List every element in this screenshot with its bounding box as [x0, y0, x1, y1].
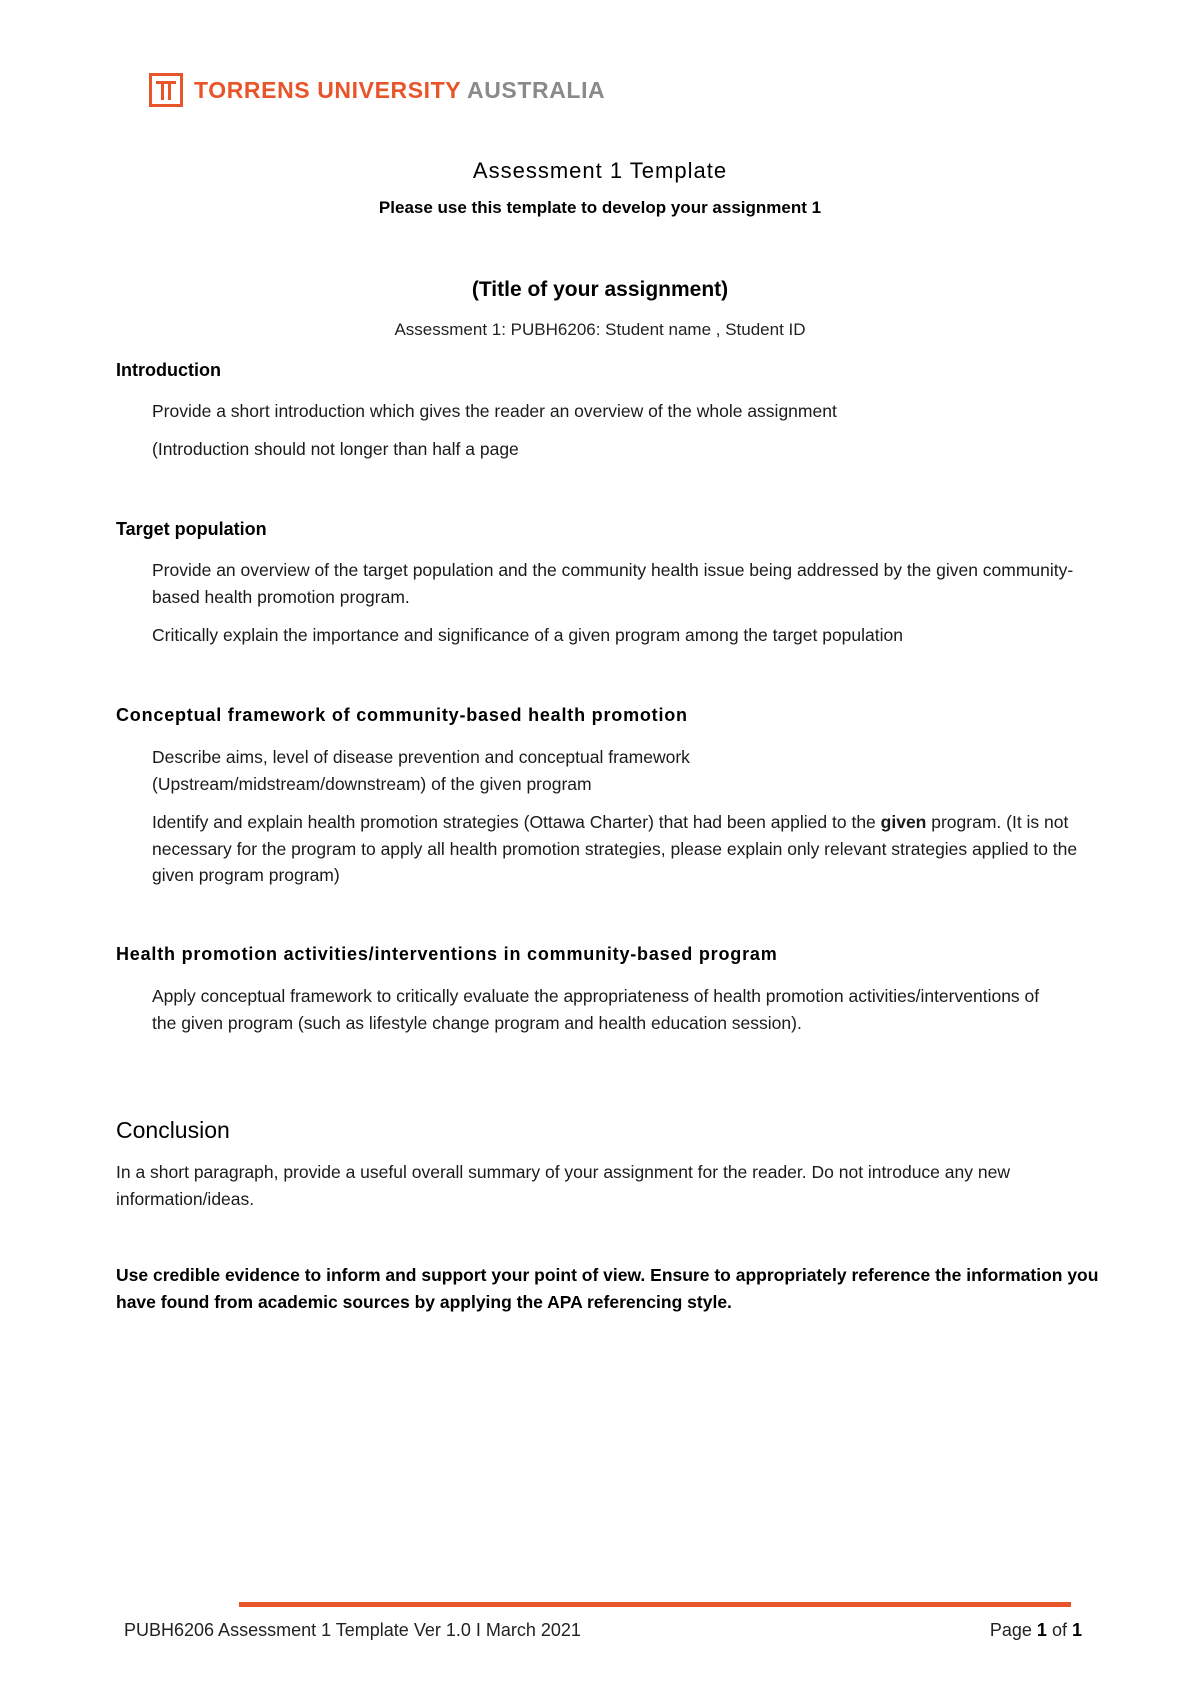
- footer-page-number: [990, 1620, 1082, 1641]
- framework-p2-bold-word: given: [880, 812, 927, 832]
- document-title: Assessment 1 Template: [472, 158, 728, 183]
- footer-page-label: Page: [989, 1620, 1032, 1640]
- introduction-paragraph-1: Provide a short introduction which gives the reader an overview of the whole assignment: [152, 401, 837, 421]
- torrens-t-logo-icon: [149, 73, 183, 107]
- footer-rule: [239, 1602, 1071, 1607]
- framework-p2-text-start: Identify and explain health promotion strategies (Ottawa Charter) that had been applied to the: [152, 812, 881, 832]
- conceptual-framework-paragraph-2: [152, 809, 1112, 889]
- conceptual-framework-heading: Conceptual framework of community-based health promotion: [116, 705, 688, 725]
- conceptual-framework-paragraph-1: Describe aims, level of disease prevention and conceptual framework (Upstream/midstream/downstream) of the given program: [152, 747, 690, 794]
- footer-document-info: PUBH6206 Assessment 1 Template Ver 1.0 I March 2021: [124, 1620, 581, 1640]
- university-logo: [149, 71, 605, 109]
- framework-p2-text-end: program. (It is not necessary for the program to apply all health promotion strategies, please explain only relevant strategies applied to the given program program): [152, 812, 1078, 885]
- logo-wordmark: [194, 77, 605, 104]
- assignment-title: (Title of your assignment): [471, 278, 729, 301]
- conclusion-paragraph: In a short paragraph, provide a useful overall summary of your assignment for the reader. Do not introduce any new information/ideas.: [116, 1162, 1010, 1209]
- activities-paragraph-1: Apply conceptual framework to critically evaluate the appropriateness of health promotion activities/interventions of the given program (such as lifestyle change program and health education session).: [152, 986, 1040, 1033]
- introduction-paragraph-2: (Introduction should not longer than half a page: [152, 439, 519, 459]
- footer-page-of: of: [1051, 1620, 1067, 1640]
- introduction-heading: Introduction: [116, 360, 221, 380]
- target-population-paragraph-1: Provide an overview of the target population and the community health issue being addressed by the given community-based health promotion program.: [152, 560, 1074, 607]
- document-subtitle: Please use this template to develop your assignment 1: [378, 198, 822, 217]
- logo-wordmark-orange: TORRENS UNIVERSITY: [194, 76, 461, 103]
- referencing-note: Use credible evidence to inform and support your point of view. Ensure to appropriately reference the information you have found from academic sources by applying the APA referencing style.: [116, 1265, 1099, 1312]
- assignment-info-line: Assessment 1: PUBH6206: Student name , Student ID: [394, 320, 806, 339]
- footer-page-total: 1: [1071, 1620, 1082, 1640]
- conclusion-heading: Conclusion: [116, 1117, 230, 1143]
- footer-page-current: 1: [1036, 1620, 1047, 1640]
- target-population-paragraph-2: Critically explain the importance and significance of a given program among the target population: [152, 625, 903, 645]
- target-population-heading: Target population: [116, 519, 267, 539]
- logo-wordmark-grey: AUSTRALIA: [466, 76, 606, 103]
- activities-heading: Health promotion activities/interventions in community-based program: [116, 944, 778, 964]
